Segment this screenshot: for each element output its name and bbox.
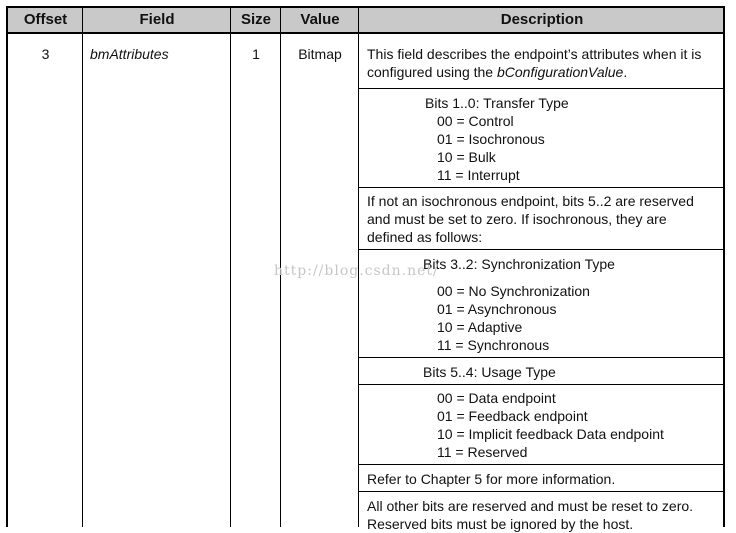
watermark-text: http://blog.csdn.net/ — [274, 263, 439, 279]
intro-text: This field describes the endpoint’s attributes when it is — [367, 46, 702, 62]
description-divider — [359, 464, 725, 465]
header-description: Description — [500, 11, 584, 28]
header-size: Size — [240, 11, 271, 28]
intro-text: configured using the bConfigurationValue. — [367, 64, 628, 80]
refer-text: Refer to Chapter 5 for more information. — [367, 471, 616, 487]
header-value: Value — [300, 11, 340, 28]
transfer-type-item: 11 = Interrupt — [437, 167, 520, 183]
table-header — [8, 8, 723, 34]
usage-type-item: 01 = Feedback endpoint — [437, 408, 588, 424]
sync-type-item: 10 = Adaptive — [437, 319, 523, 335]
column-divider — [230, 8, 231, 527]
row-value: Bitmap — [298, 46, 342, 62]
reserved-bits-text: Reserved bits must be ignored by the host. — [367, 516, 634, 532]
description-divider — [359, 491, 725, 492]
transfer-type-item: 01 = Isochronous — [437, 131, 545, 147]
transfer-type-title: Bits 1..0: Transfer Type — [425, 95, 569, 111]
column-divider — [82, 8, 83, 527]
sync-type-item: 01 = Asynchronous — [437, 301, 557, 317]
row-offset: 3 — [41, 46, 50, 62]
isochronous-text: defined as follows: — [367, 229, 483, 245]
isochronous-text: If not an isochronous endpoint, bits 5..2 are reserved — [367, 193, 694, 209]
usage-type-item: 11 = Reserved — [437, 444, 528, 460]
transfer-type-item: 00 = Control — [437, 113, 514, 129]
isochronous-text: and must be set to zero. If isochronous, they are — [367, 211, 667, 227]
description-divider — [359, 249, 725, 250]
description-divider — [359, 88, 725, 89]
row-size: 1 — [252, 46, 260, 62]
description-divider — [359, 357, 725, 358]
header-offset: Offset — [23, 11, 68, 28]
usage-type-title: Bits 5..4: Usage Type — [423, 364, 556, 380]
description-divider — [359, 384, 725, 385]
row-field: bmAttributes — [90, 46, 169, 62]
transfer-type-item: 10 = Bulk — [437, 149, 496, 165]
sync-type-item: 00 = No Synchronization — [437, 283, 590, 299]
description-divider — [359, 187, 725, 188]
reserved-bits-text: All other bits are reserved and must be reset to zero. — [367, 498, 694, 514]
sync-type-item: 11 = Synchronous — [437, 337, 550, 353]
sync-type-title: Bits 3..2: Synchronization Type — [423, 256, 615, 272]
header-field: Field — [139, 11, 175, 28]
usage-type-item: 10 = Implicit feedback Data endpoint — [437, 426, 664, 442]
usage-type-item: 00 = Data endpoint — [437, 390, 556, 406]
